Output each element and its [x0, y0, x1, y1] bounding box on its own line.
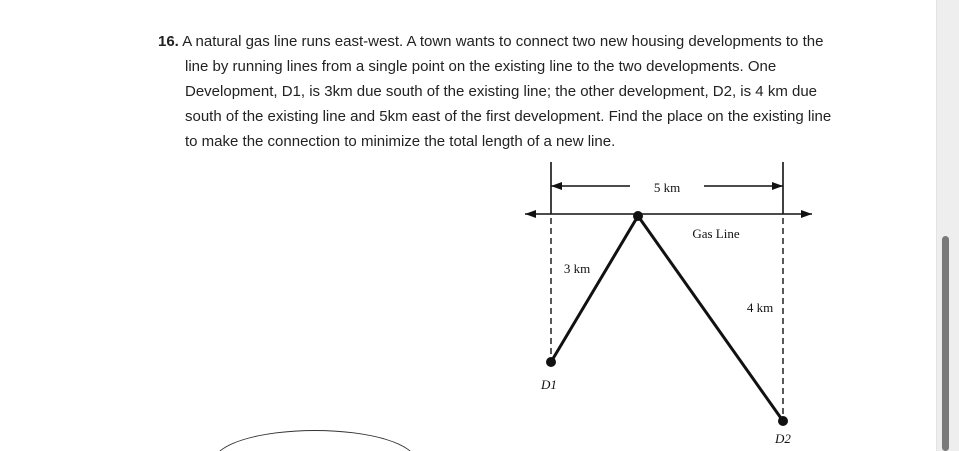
- label-gas-line: Gas Line: [692, 226, 740, 241]
- label-5km: 5 km: [653, 180, 681, 195]
- label-d2: D2: [775, 431, 791, 446]
- scrollbar-thumb[interactable]: [942, 236, 949, 451]
- line-to-d2: [638, 216, 783, 421]
- line-to-d1: [551, 216, 638, 362]
- label-4km: 4 km: [746, 300, 774, 315]
- dimension-arrow-left: [551, 182, 562, 190]
- problem-number: 16.: [158, 33, 179, 50]
- d2-point: [778, 416, 788, 426]
- d1-point: [546, 357, 556, 367]
- problem-text: A natural gas line runs east-west. A town wants to connect two new housing developments to the line by running lines from a single point on the existing line to the two developments. One Development, D1, is 3km due south of the existing line; the other development, D2, is 4 km due south of the existing line and 5km east of the first development. Find the place on the existing line to make the connection to minimize the total length of a new line.: [182, 33, 832, 150]
- connection-point: [633, 211, 643, 221]
- dimension-arrow-right: [772, 182, 783, 190]
- label-3km: 3 km: [563, 261, 591, 276]
- gas-line-arrow-east: [801, 210, 812, 218]
- gas-line-arrow-west: [525, 210, 536, 218]
- label-d1: D1: [541, 377, 557, 392]
